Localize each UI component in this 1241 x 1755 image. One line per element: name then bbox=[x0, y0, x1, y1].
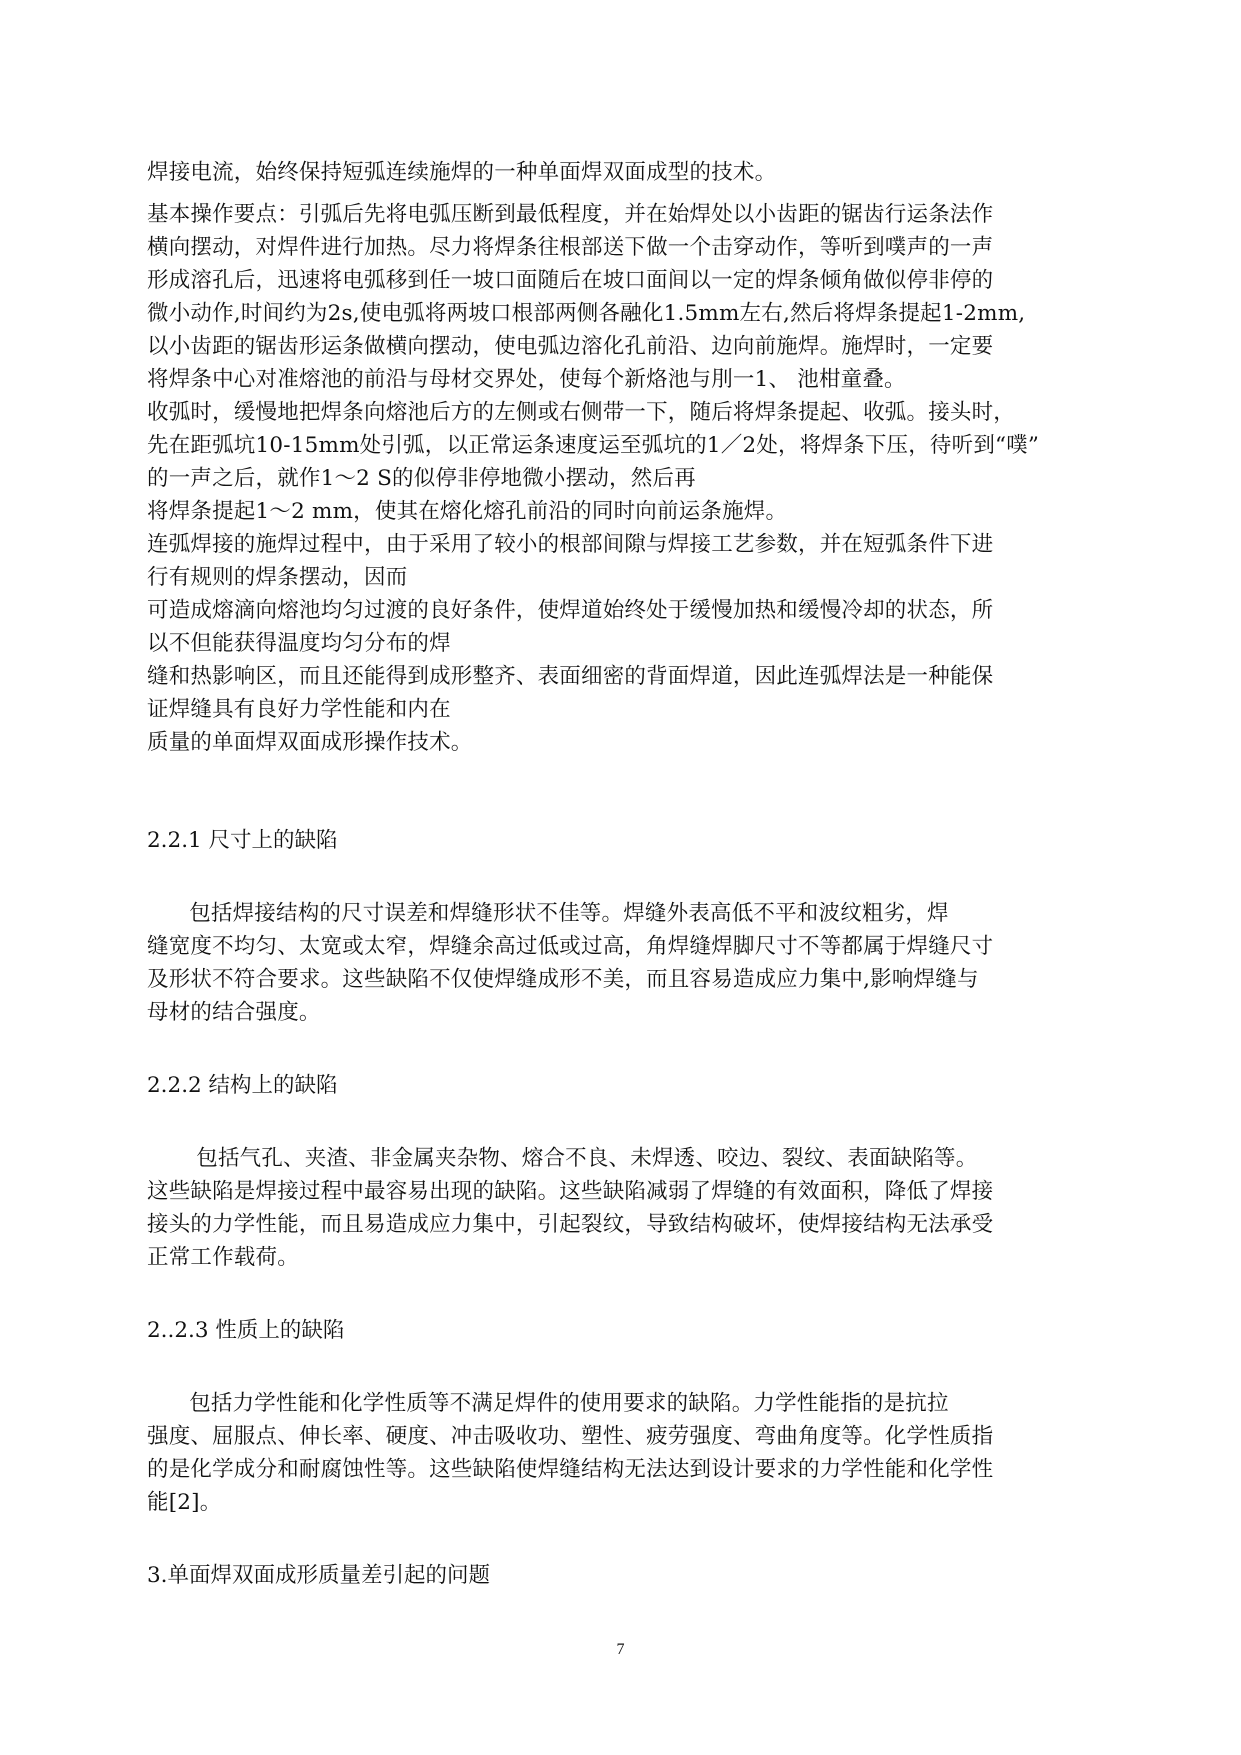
paragraph-line: 的是化学成分和耐腐蚀性等。这些缺陷使焊缝结构无法达到设计要求的力学性能和化学性 bbox=[147, 1457, 994, 1482]
intro-line: 焊接电流，始终保持短弧连续施焊的一种单面焊双面成型的技术。 bbox=[147, 160, 777, 185]
paragraph-line: 母材的结合强度。 bbox=[147, 1000, 321, 1025]
paragraph-line: 这些缺陷是焊接过程中最容易出现的缺陷。这些缺陷减弱了焊缝的有效面积，降低了焊接 bbox=[147, 1179, 994, 1204]
spacer bbox=[147, 759, 1127, 815]
paragraph-line: 先在距弧坑10-15mm处引弧，以正常运条速度运至弧坑的1／2处，将焊条下压，待听到“噗” bbox=[147, 433, 1040, 458]
basic-points-paragraph bbox=[147, 198, 1127, 759]
paragraph-line: 质量的单面焊双面成形操作技术。 bbox=[147, 730, 473, 755]
paragraph-line: 将焊条中心对准熔池的前沿与母材交界处，使每个新烙池与刖一1、 池柑童叠。 bbox=[147, 367, 906, 392]
paragraph-line: 连弧焊接的施焊过程中，由于采用了较小的根部间隙与焊接工艺参数，并在短弧条件下进 bbox=[147, 532, 994, 557]
paragraph-line: 以小齿距的锯齿形运条做横向摆动，使电弧边溶化孔前沿、边向前施焊。施焊时，一定要 bbox=[147, 334, 994, 359]
paragraph-line: 基本操作要点：引弧后先将电弧压断到最低程度，并在始焊处以小齿距的锯齿行运条法作 bbox=[147, 202, 994, 227]
spacer bbox=[147, 1519, 1127, 1559]
page-number: 7 bbox=[616, 1641, 625, 1658]
paragraph-line: 横向摆动，对焊件进行加热。尽力将焊条往根部送下做一个击穿动作，等听到噗声的一声 bbox=[147, 235, 994, 260]
paragraph-line: 以不但能获得温度均匀分布的焊 bbox=[147, 631, 451, 656]
spacer bbox=[147, 1274, 1127, 1314]
paragraph-line: 将焊条提起1～2 mm，使其在熔化熔孔前沿的同时向前运条施焊。 bbox=[147, 499, 788, 524]
section-2-2-3-paragraph bbox=[147, 1387, 1127, 1519]
paragraph-line: 包括焊接结构的尺寸误差和焊缝形状不佳等。焊缝外表高低不平和波纹粗劣，焊 bbox=[147, 901, 949, 926]
spacer bbox=[147, 1029, 1127, 1069]
section-2-2-1-paragraph bbox=[147, 897, 1127, 1029]
paragraph-line: 行有规则的焊条摆动，因而 bbox=[147, 565, 408, 590]
paragraph-line: 可造成熔滴向熔池均匀过渡的良好条件，使焊道始终处于缓慢加热和缓慢冷却的状态，所 bbox=[147, 598, 994, 623]
section-heading-2-2-3: 2..2.3 性质上的缺陷 bbox=[147, 1318, 345, 1343]
paragraph-line: 的一声之后，就作1～2 S的似停非停地微小摆动，然后再 bbox=[147, 466, 696, 491]
paragraph-line: 包括力学性能和化学性质等不满足焊件的使用要求的缺陷。力学性能指的是抗拉 bbox=[147, 1391, 949, 1416]
spacer bbox=[147, 1102, 1127, 1142]
paragraph-line: 形成溶孔后，迅速将电弧移到任一坡口面随后在坡口面间以一定的焊条倾角做似停非停的 bbox=[147, 268, 994, 293]
paragraph-line: 及形状不符合要求。这些缺陷不仅使焊缝成形不美，而且容易造成应力集中,影响焊缝与 bbox=[147, 967, 979, 992]
paragraph-line: 证焊缝具有良好力学性能和内在 bbox=[147, 697, 451, 722]
spacer bbox=[147, 1347, 1127, 1387]
spacer bbox=[147, 815, 1127, 824]
spacer bbox=[147, 189, 1127, 198]
paragraph-line: 缝宽度不均匀、太宽或太窄，焊缝余高过低或过高，角焊缝焊脚尺寸不等都属于焊缝尺寸 bbox=[147, 934, 994, 959]
paragraph-line: 正常工作载荷。 bbox=[147, 1245, 299, 1270]
paragraph-line: 包括气孔、夹渣、非金属夹杂物、熔合不良、未焊透、咬边、裂纹、表面缺陷等。 bbox=[147, 1146, 978, 1171]
section-heading-2-2-1: 2.2.1 尺寸上的缺陷 bbox=[147, 828, 338, 853]
paragraph-line: 强度、屈服点、伸长率、硬度、冲击吸收功、塑性、疲劳强度、弯曲角度等。化学性质指 bbox=[147, 1424, 994, 1449]
paragraph-line: 接头的力学性能，而且易造成应力集中，引起裂纹，导致结构破坏，使焊接结构无法承受 bbox=[147, 1212, 994, 1237]
paragraph-line: 收弧时，缓慢地把焊条向熔池后方的左侧或右侧带一下，随后将焊条提起、收弧。接头时， bbox=[147, 400, 1016, 425]
section-2-2-2-paragraph bbox=[147, 1142, 1127, 1274]
section-heading-3: 3.单面焊双面成形质量差引起的问题 bbox=[147, 1563, 491, 1588]
paragraph-line: 能[2]。 bbox=[147, 1490, 222, 1515]
paragraph-line: 缝和热影响区，而且还能得到成形整齐、表面细密的背面焊道，因此连弧焊法是一种能保 bbox=[147, 664, 994, 689]
section-heading-2-2-2: 2.2.2 结构上的缺陷 bbox=[147, 1073, 338, 1098]
spacer bbox=[147, 857, 1127, 897]
page-body bbox=[147, 156, 1127, 1592]
paragraph-line: 微小动作,时间约为2s,使电弧将两坡口根部两侧各融化1.5mm左右,然后将焊条提起1-2mm, bbox=[147, 301, 1026, 326]
